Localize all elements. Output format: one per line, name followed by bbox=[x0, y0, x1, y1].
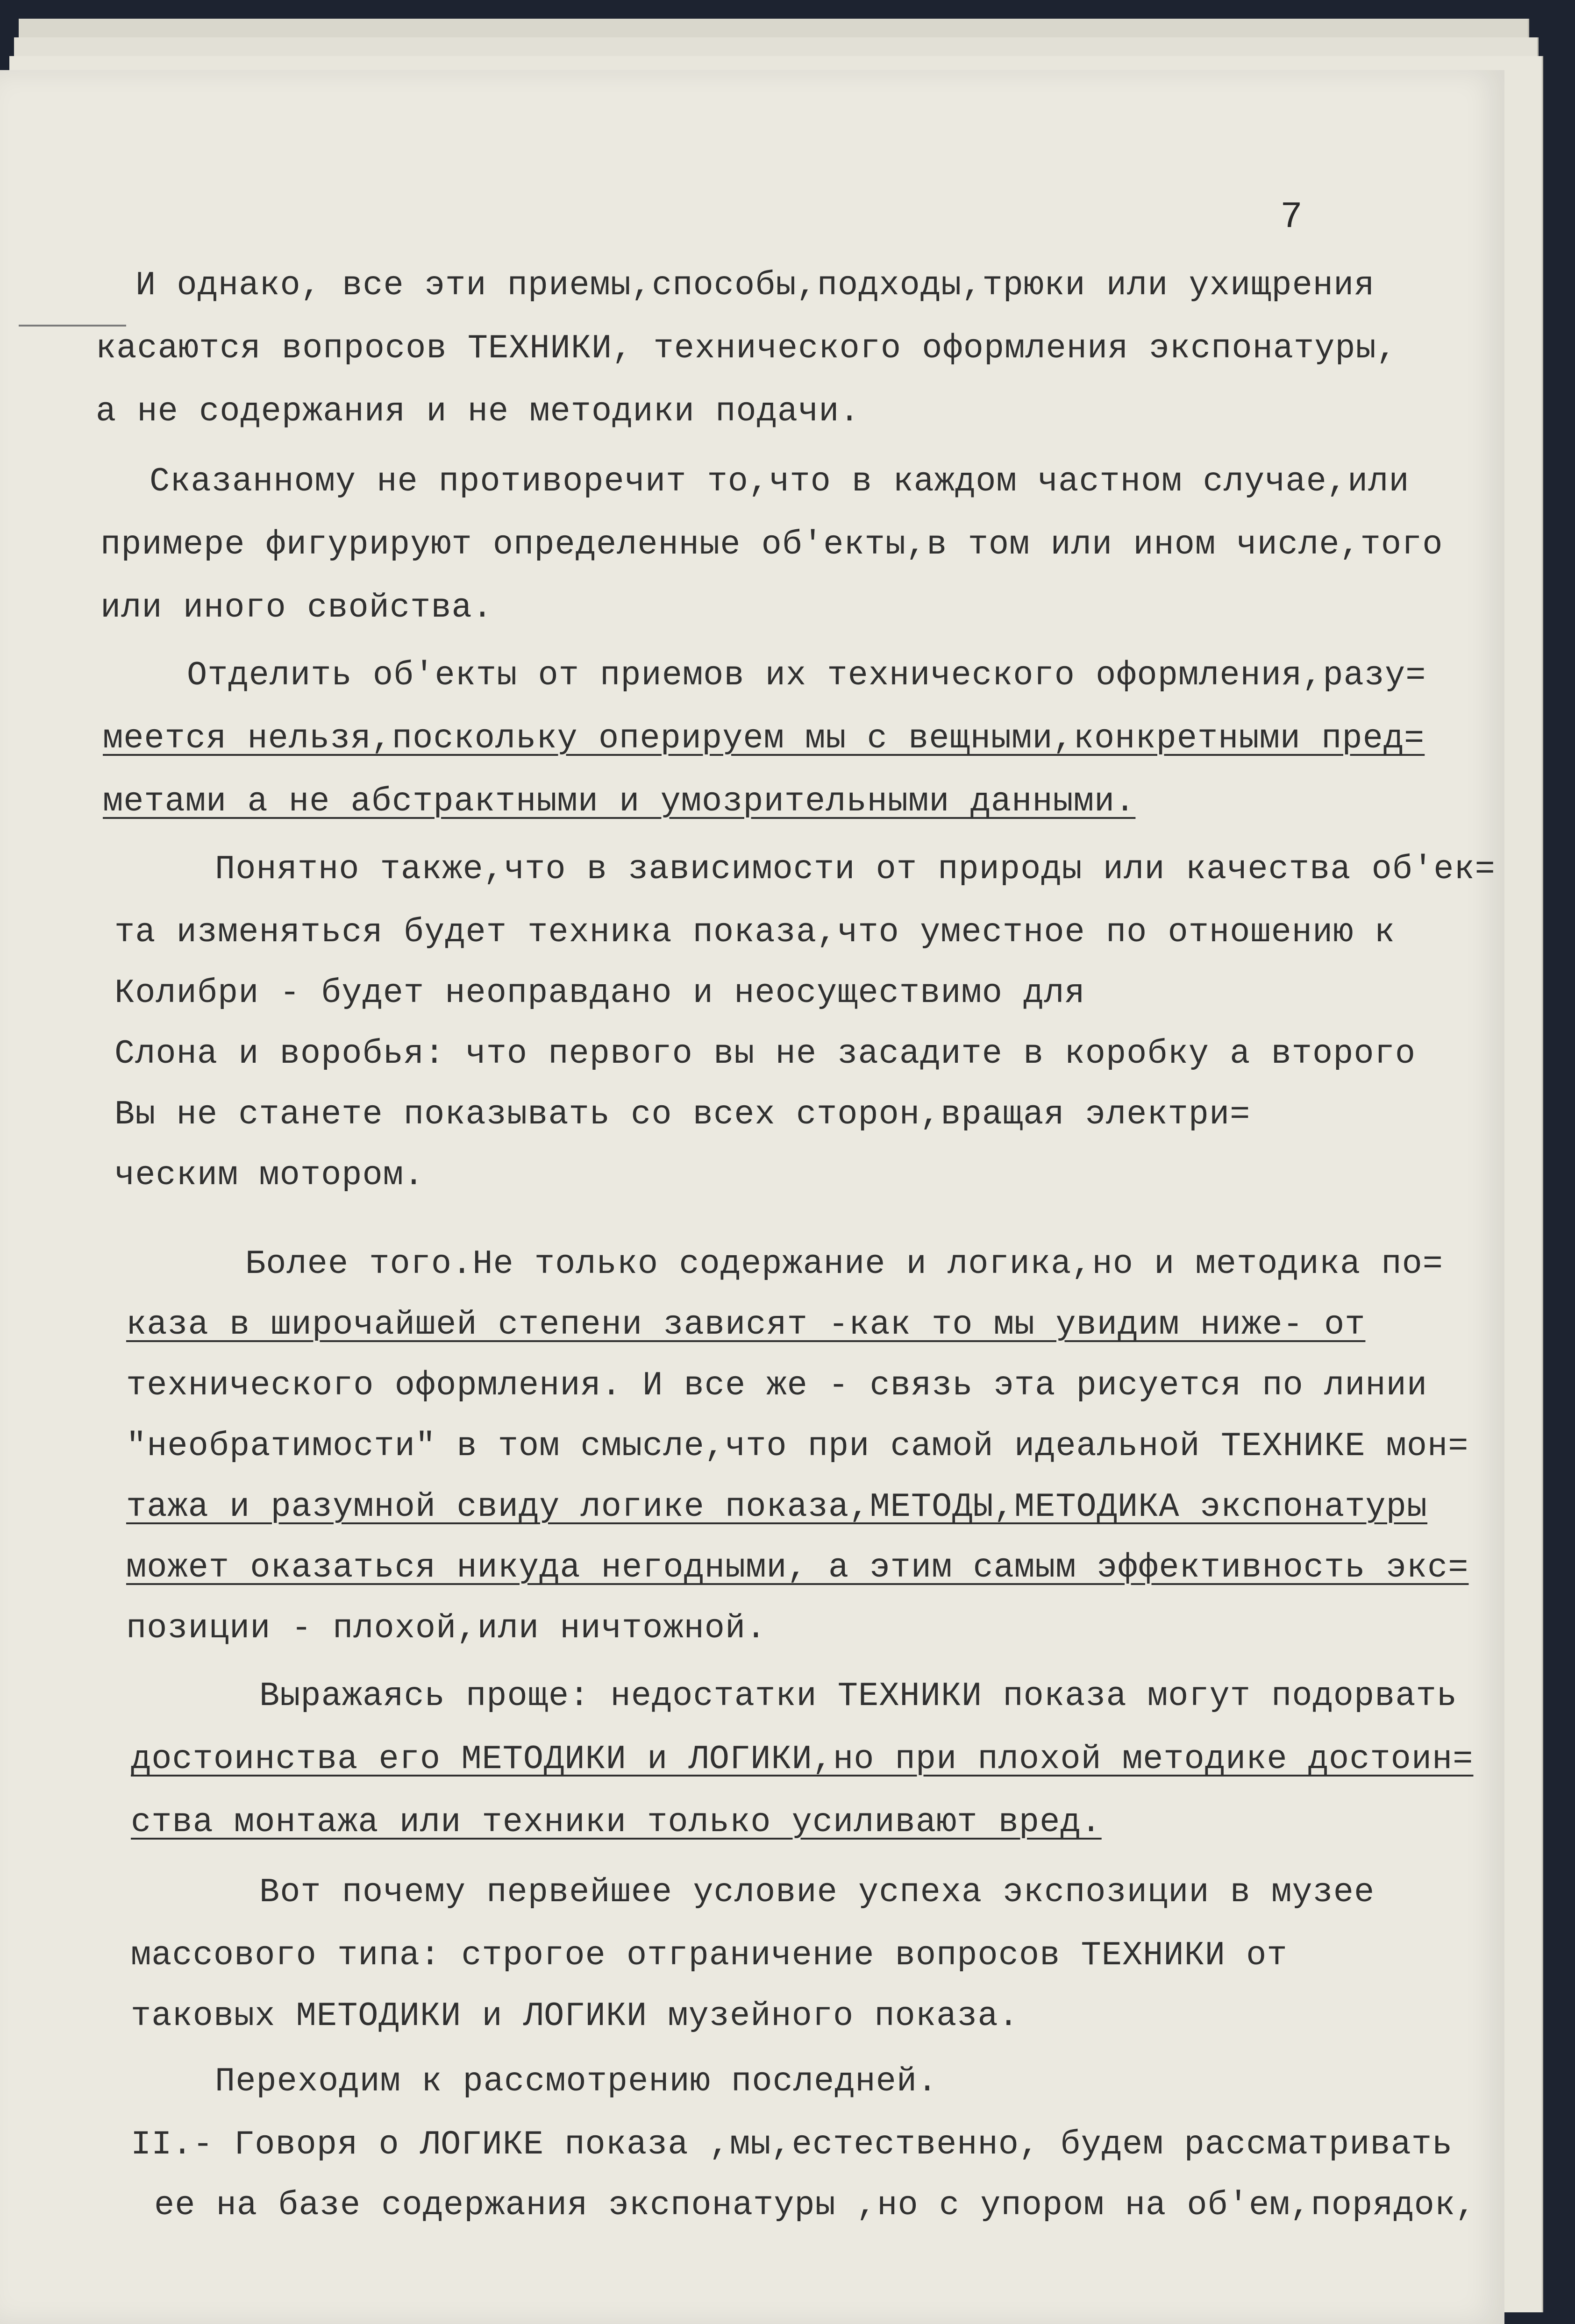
text-line: II.- Говоря о ЛОГИКЕ показа ,мы,естественно, будем рассматривать bbox=[131, 2125, 1453, 2164]
text-line: Выражаясь проще: недостатки ТЕХНИКИ показа могут подорвать bbox=[259, 1677, 1458, 1715]
text-line: массового типа: строгое отграничение вопросов ТЕХНИКИ от bbox=[131, 1936, 1288, 1975]
text-line-underlined: метами а не абстрактными и умозрительными данными. bbox=[103, 782, 1136, 821]
text-line-underlined: каза в широчайшей степени зависят -как то мы увидим ниже- от bbox=[126, 1306, 1366, 1344]
text-line: Сказанному не противоречит то,что в каждом частном случае,или bbox=[150, 462, 1410, 501]
text-line: Вот почему первейшее условие успеха экспозиции в музее bbox=[259, 1873, 1375, 1912]
text-line: Колибри - будет неоправдано и неосуществимо для bbox=[114, 974, 1085, 1012]
text-line: Слона и воробья: что первого вы не засадите в коробку а второго bbox=[114, 1035, 1416, 1073]
text-line: Отделить об'екты от приемов их технического оформления,разу= bbox=[187, 656, 1426, 695]
text-line: позиции - плохой,или ничтожной. bbox=[126, 1609, 767, 1648]
text-line: "необратимости" в том смысле,что при самой идеальной ТЕХНИКЕ мон= bbox=[126, 1427, 1469, 1465]
text-line-underlined: меется нельзя,поскольку оперируем мы с вещными,конкретными пред= bbox=[103, 719, 1425, 758]
text-line: Более того.Не только содержание и логика,но и методика по= bbox=[245, 1245, 1444, 1283]
text-line: ее на базе содержания экспонатуры ,но с упором на об'ем,порядок, bbox=[154, 2186, 1476, 2225]
text-line: ческим мотором. bbox=[114, 1156, 425, 1194]
text-line: Переходим к рассмотрению последней. bbox=[215, 2062, 938, 2101]
margin-mark bbox=[19, 325, 126, 327]
text-line-underlined: тажа и разумной свиду логике показа,МЕТОДЫ,МЕТОДИКА экспонатуры bbox=[126, 1488, 1428, 1526]
text-line-underlined: может оказаться никуда негодными, а этим самым эффективность экс= bbox=[126, 1549, 1469, 1587]
typewritten-page bbox=[0, 70, 1504, 2324]
text-line: та изменяться будет техника показа,что уместное по отношению к bbox=[114, 913, 1395, 952]
text-line: Понятно также,что в зависимости от природы или качества об'ек= bbox=[215, 850, 1496, 888]
text-line: а не содержания и не методики подачи. bbox=[96, 392, 860, 431]
text-line: примере фигурируют определенные об'екты,в том или ином числе,того bbox=[100, 526, 1443, 564]
page-number: 7 bbox=[1280, 196, 1303, 239]
text-line-underlined: достоинства его МЕТОДИКИ и ЛОГИКИ,но при плохой методике достоин= bbox=[131, 1740, 1474, 1778]
text-line: технического оформления. И все же - связь эта рисуется по линии bbox=[126, 1366, 1428, 1405]
text-line: или иного свойства. bbox=[100, 589, 493, 627]
text-line: касаются вопросов ТЕХНИКИ, технического оформления экспонатуры, bbox=[96, 329, 1397, 368]
text-line: таковых МЕТОДИКИ и ЛОГИКИ музейного показа. bbox=[131, 1997, 1019, 2035]
text-line: И однако, все эти приемы,способы,подходы,трюки или ухищрения bbox=[135, 266, 1375, 305]
text-line-underlined: ства монтажа или техники только усиливают вред. bbox=[131, 1803, 1102, 1841]
text-line: Вы не станете показывать со всех сторон,вращая электри= bbox=[114, 1095, 1251, 1134]
